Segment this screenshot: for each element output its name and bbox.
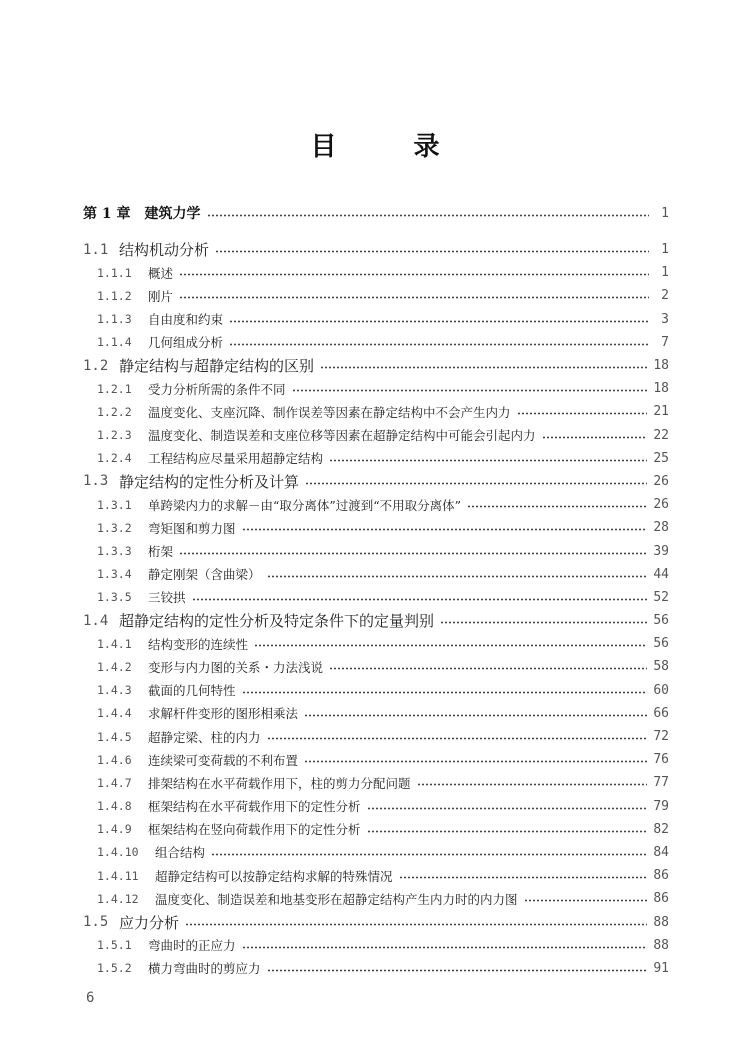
entry-title: 框架结构在水平荷载作用下的定性分析 (148, 799, 361, 815)
toc-subsection-entry[interactable] (83, 841, 669, 864)
entry-number: 1.2 (83, 357, 109, 374)
entry-page: 18 (653, 381, 669, 397)
toc-subsection-entry[interactable] (83, 586, 669, 609)
entry-page: 56 (653, 636, 669, 652)
toc-subsection-entry[interactable] (83, 284, 669, 307)
entry-number: 1.4.4 (97, 706, 132, 721)
dot-leader (242, 946, 648, 949)
entry-page: 26 (653, 473, 669, 489)
entry-number: 1.4.7 (97, 775, 132, 790)
entry-number: 1.3.2 (97, 520, 132, 535)
entry-number: 1.2.3 (97, 428, 132, 443)
entry-number: 1.4.3 (97, 683, 132, 698)
entry-title: 三铰拱 (148, 590, 186, 606)
entry-page: 28 (653, 520, 669, 536)
entry-page: 86 (653, 868, 669, 884)
dot-leader (215, 250, 649, 253)
entry-page: 58 (653, 659, 669, 675)
toc-subsection-entry[interactable] (83, 818, 669, 841)
toc-subsection-entry[interactable] (83, 795, 669, 818)
entry-title: 单跨梁内力的求解－由“取分离体”过渡到“不用取分离体” (148, 497, 462, 513)
entry-number: 1.4 (83, 612, 109, 629)
entry-page: 66 (653, 705, 669, 721)
entry-title: 自由度和约束 (148, 312, 224, 328)
toc-section-entry[interactable] (83, 470, 669, 493)
entry-title: 桁架 (148, 544, 174, 560)
entry-title: 横力弯曲时的剪应力 (148, 961, 261, 977)
toc-subsection-entry[interactable] (83, 702, 669, 725)
entry-page: 2 (661, 288, 669, 304)
toc-subsection-entry[interactable] (83, 771, 669, 794)
entry-title: 超静定结构的定性分析及特定条件下的定量判别 (119, 612, 435, 631)
toc-subsection-entry[interactable] (83, 493, 669, 516)
entry-page: 91 (653, 960, 669, 976)
toc-section-entry[interactable] (83, 354, 669, 377)
toc-chapter-entry[interactable] (83, 202, 669, 224)
entry-number: 1.3.4 (97, 567, 132, 582)
entry-title: 连续梁可变荷载的不利布置 (148, 752, 299, 768)
toc-subsection-entry[interactable] (83, 934, 669, 957)
dot-leader (329, 459, 647, 462)
dot-leader (524, 899, 648, 902)
dot-leader (329, 667, 647, 670)
entry-number: 1.4.11 (97, 868, 139, 883)
toc-subsection-entry[interactable] (83, 516, 669, 539)
entry-title: 变形与内力图的关系・力法浅说 (148, 659, 324, 675)
entry-page: 88 (653, 937, 669, 953)
entry-number: 1.4.2 (97, 659, 132, 674)
toc-subsection-entry[interactable] (83, 308, 669, 331)
dot-leader (242, 528, 648, 531)
toc-section-entry[interactable] (83, 238, 669, 261)
entry-page: 18 (653, 358, 669, 374)
page-title: 目 录 (310, 132, 474, 162)
toc-subsection-entry[interactable] (83, 748, 669, 771)
entry-page: 77 (653, 775, 669, 791)
dot-leader (320, 366, 647, 369)
toc-section-entry[interactable] (83, 910, 669, 933)
entry-number: 1.4.8 (97, 799, 132, 814)
entry-page: 26 (653, 497, 669, 513)
dot-leader (417, 783, 648, 786)
entry-title: 静定结构与超静定结构的区别 (119, 357, 315, 376)
entry-title: 刚片 (148, 288, 174, 304)
entry-title: 排架结构在水平荷载作用下，柱的剪力分配问题 (148, 775, 411, 791)
entry-page: 82 (653, 821, 669, 837)
entry-number: 1.5.2 (97, 961, 132, 976)
entry-number: 1.3.3 (97, 544, 132, 559)
entry-title: 概述 (148, 265, 174, 281)
toc-subsection-entry[interactable] (83, 563, 669, 586)
entry-number: 1.3.1 (97, 497, 132, 512)
dot-leader (399, 876, 648, 879)
dot-leader (179, 296, 649, 299)
entry-title: 截面的几何特性 (148, 683, 236, 699)
toc-subsection-entry[interactable] (83, 957, 669, 980)
chapter-page: 1 (661, 205, 669, 221)
entry-page: 1 (661, 265, 669, 281)
entry-number: 1.4.12 (97, 891, 139, 906)
dot-leader (367, 807, 648, 810)
entry-title: 结构机动分析 (119, 241, 210, 260)
toc-subsection-entry[interactable] (83, 377, 669, 400)
dot-leader (467, 505, 647, 508)
chapter-title: 建筑力学 (144, 206, 201, 222)
entry-title: 结构变形的连续性 (148, 636, 249, 652)
entry-page: 21 (653, 404, 669, 420)
toc-subsection-entry[interactable] (83, 679, 669, 702)
entry-number: 1.4.10 (97, 845, 139, 860)
dot-leader (179, 273, 649, 276)
toc-subsection-entry[interactable] (83, 400, 669, 423)
dot-leader (211, 853, 647, 856)
dot-leader (517, 412, 648, 415)
entry-page: 52 (653, 589, 669, 605)
entry-page: 88 (653, 914, 669, 930)
entry-title: 超静定结构可以按静定结构求解的特殊情况 (155, 868, 393, 884)
entry-number: 1.3.5 (97, 590, 132, 605)
entry-number: 1.1.3 (97, 312, 132, 327)
dot-leader (254, 644, 647, 647)
dot-leader (229, 343, 649, 346)
dot-leader (292, 389, 648, 392)
entry-page: 86 (653, 891, 669, 907)
entry-page: 39 (653, 543, 669, 559)
entry-number: 1.4.6 (97, 752, 132, 767)
entry-title: 静定刚架（含曲梁） (148, 567, 261, 583)
entry-number: 1.4.1 (97, 636, 132, 651)
entry-title: 求解杆件变形的图形相乘法 (148, 706, 299, 722)
entry-number: 1.1.2 (97, 288, 132, 303)
entry-number: 1.5.1 (97, 938, 132, 953)
entry-title: 工程结构应尽量采用超静定结构 (148, 451, 324, 467)
entry-title: 组合结构 (155, 845, 206, 861)
entry-number: 1.1 (83, 241, 109, 258)
entry-number: 1.4.9 (97, 822, 132, 837)
entry-title: 框架结构在竖向荷载作用下的定性分析 (148, 822, 361, 838)
toc-subsection-entry[interactable] (83, 655, 669, 678)
entry-page: 7 (661, 334, 669, 350)
dot-leader (304, 760, 647, 763)
entry-title: 弯曲时的正应力 (148, 938, 236, 954)
toc-subsection-entry[interactable] (83, 539, 669, 562)
dot-leader (305, 482, 647, 485)
toc-subsection-entry[interactable] (83, 725, 669, 748)
page-number: 6 (86, 990, 95, 1006)
dot-leader (267, 575, 648, 578)
entry-title: 应力分析 (119, 913, 180, 932)
entry-title: 温度变化、制造误差和支座位移等因素在超静定结构中可能会引起内力 (148, 428, 536, 444)
entry-page: 56 (653, 613, 669, 629)
entry-number: 1.2.4 (97, 451, 132, 466)
dot-leader (179, 552, 647, 555)
toc-subsection-entry[interactable] (83, 424, 669, 447)
entry-number: 1.4.5 (97, 729, 132, 744)
toc-subsection-entry[interactable] (83, 261, 669, 284)
entry-number: 1.1.1 (97, 265, 132, 280)
toc-subsection-entry[interactable] (83, 864, 669, 887)
entry-title: 温度变化、支座沉降、制作误差等因素在静定结构中不会产生内力 (148, 404, 511, 420)
toc-subsection-entry[interactable] (83, 887, 669, 910)
entry-page: 76 (653, 752, 669, 768)
entry-title: 受力分析所需的条件不同 (148, 381, 286, 397)
toc-subsection-entry[interactable] (83, 447, 669, 470)
chapter-number: 第 1 章 (83, 206, 131, 222)
dot-leader (207, 214, 650, 217)
entry-title: 超静定梁、柱的内力 (148, 729, 261, 745)
entry-number: 1.2.2 (97, 404, 132, 419)
entry-number: 1.2.1 (97, 381, 132, 396)
dot-leader (542, 436, 648, 439)
entry-page: 72 (653, 729, 669, 745)
entry-title: 温度变化、制造误差和地基变形在超静定结构产生内力时的内力图 (155, 891, 518, 907)
toc-section-entry[interactable] (83, 609, 669, 632)
dot-leader (304, 714, 647, 717)
dot-leader (192, 598, 648, 601)
toc-list (83, 238, 669, 980)
entry-title: 几何组成分析 (148, 335, 224, 351)
dot-leader (367, 830, 648, 833)
dot-leader (185, 923, 647, 926)
entry-page: 22 (653, 427, 669, 443)
dot-leader (267, 737, 648, 740)
entry-number: 1.1.4 (97, 335, 132, 350)
entry-page: 1 (661, 242, 669, 258)
dot-leader (242, 691, 648, 694)
toc-subsection-entry[interactable] (83, 331, 669, 354)
entry-page: 3 (661, 311, 669, 327)
entry-page: 25 (653, 450, 669, 466)
entry-page: 60 (653, 682, 669, 698)
toc-subsection-entry[interactable] (83, 632, 669, 655)
dot-leader (440, 621, 647, 624)
entry-page: 79 (653, 798, 669, 814)
entry-page: 84 (653, 844, 669, 860)
entry-page: 44 (653, 566, 669, 582)
entry-number: 1.5 (83, 914, 109, 931)
dot-leader (229, 320, 649, 323)
entry-number: 1.3 (83, 473, 109, 490)
entry-title: 静定结构的定性分析及计算 (119, 472, 300, 491)
dot-leader (267, 969, 648, 972)
entry-title: 弯矩图和剪力图 (148, 520, 236, 536)
